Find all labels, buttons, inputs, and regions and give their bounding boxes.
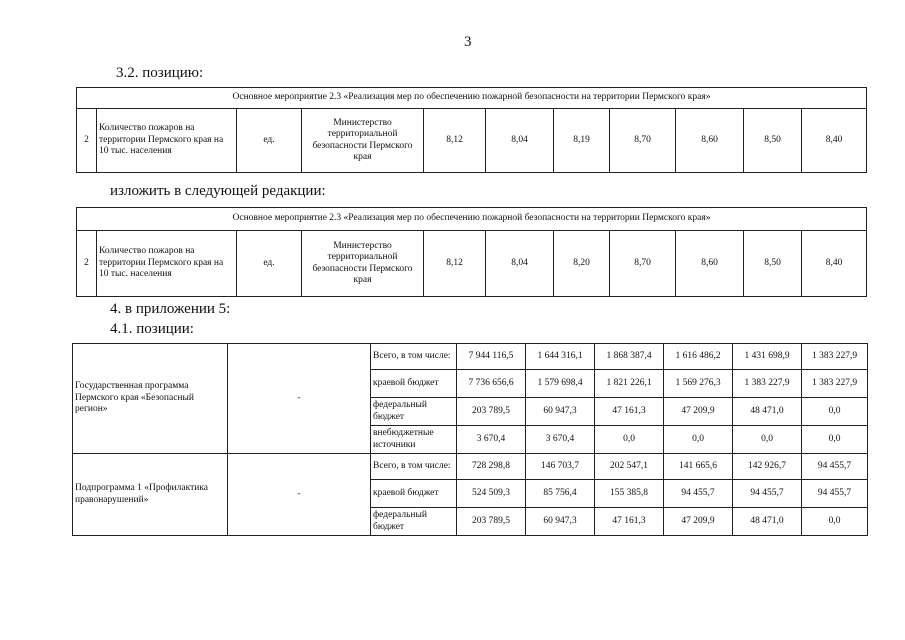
value-cell: 48 471,0 [733, 508, 802, 536]
section-3-2-heading: 3.2. позицию: [116, 65, 204, 81]
value-cell: 3 670,4 [457, 426, 526, 454]
value-cell: 1 383 227,9 [733, 370, 802, 398]
value-cell: 7 944 116,5 [457, 344, 526, 370]
value-cell: 7 736 656,6 [457, 370, 526, 398]
value-cell: 8,60 [676, 231, 744, 297]
table-row [77, 231, 867, 297]
source-label: краевой бюджет [371, 370, 457, 398]
value-cell: 94 455,7 [733, 480, 802, 508]
value-cell: 47 209,9 [664, 508, 733, 536]
value-cell: 146 703,7 [526, 454, 595, 480]
subprogram-name: Подпрограмма 1 «Профилактика правонарушений» [73, 454, 228, 536]
value-cell: 8,60 [676, 109, 744, 173]
value-cell: 47 209,9 [664, 398, 733, 426]
source-label: федеральный бюджет [371, 508, 457, 536]
value-cell: 8,12 [424, 109, 486, 173]
responsible: Министерство территориальной безопасности Пермского края [302, 109, 424, 173]
program-name: Государственная программа Пермского края «Безопасный регион» [73, 344, 228, 454]
table2-header: Основное мероприятие 2.3 «Реализация мер по обеспечению пожарной безопасности на территории Пермского края» [77, 208, 867, 231]
source-label: федеральный бюджет [371, 398, 457, 426]
value-cell: 155 385,8 [595, 480, 664, 508]
value-cell: 1 383 227,9 [802, 344, 868, 370]
value-cell: 3 670,4 [526, 426, 595, 454]
table-financing [72, 343, 868, 536]
program-dash: - [228, 344, 371, 454]
value-cell: 0,0 [802, 426, 868, 454]
table-position-old [76, 87, 867, 173]
value-cell: 8,70 [610, 231, 676, 297]
table-row [73, 344, 868, 370]
table-row [77, 109, 867, 173]
table1-header: Основное мероприятие 2.3 «Реализация мер по обеспечению пожарной безопасности на территории Пермского края» [77, 88, 867, 109]
value-cell: 1 383 227,9 [802, 370, 868, 398]
source-label: внебюджетные источники [371, 426, 457, 454]
row-number: 2 [77, 231, 97, 297]
indicator-name: Количество пожаров на территории Пермского края на 10 тыс. населения [97, 109, 237, 173]
value-cell: 60 947,3 [526, 398, 595, 426]
value-cell: 8,19 [554, 109, 610, 173]
value-cell: 142 926,7 [733, 454, 802, 480]
value-cell: 8,12 [424, 231, 486, 297]
page-number: 3 [464, 34, 472, 50]
value-cell: 728 298,8 [457, 454, 526, 480]
value-cell: 0,0 [664, 426, 733, 454]
value-cell: 47 161,3 [595, 508, 664, 536]
value-cell: 94 455,7 [802, 480, 868, 508]
section-4-1-heading: 4.1. позиции: [110, 321, 194, 337]
value-cell: 8,50 [744, 109, 802, 173]
unit: ед. [237, 109, 302, 173]
value-cell: 8,40 [802, 109, 867, 173]
value-cell: 94 455,7 [802, 454, 868, 480]
table-position-new [76, 207, 867, 297]
value-cell: 8,70 [610, 109, 676, 173]
value-cell: 48 471,0 [733, 398, 802, 426]
value-cell: 94 455,7 [664, 480, 733, 508]
value-cell: 8,04 [486, 109, 554, 173]
value-cell: 1 821 226,1 [595, 370, 664, 398]
responsible: Министерство территориальной безопасности Пермского края [302, 231, 424, 297]
indicator-name: Количество пожаров на территории Пермского края на 10 тыс. населения [97, 231, 237, 297]
value-cell: 1 868 387,4 [595, 344, 664, 370]
subprogram-dash: - [228, 454, 371, 536]
value-cell: 8,50 [744, 231, 802, 297]
value-cell: 1 644 316,1 [526, 344, 595, 370]
value-cell: 0,0 [595, 426, 664, 454]
value-cell: 8,20 [554, 231, 610, 297]
value-cell: 0,0 [802, 398, 868, 426]
value-cell: 203 789,5 [457, 398, 526, 426]
value-cell: 1 431 698,9 [733, 344, 802, 370]
value-cell: 1 569 276,3 [664, 370, 733, 398]
value-cell: 0,0 [802, 508, 868, 536]
edition-text: изложить в следующей редакции: [110, 183, 326, 199]
unit: ед. [237, 231, 302, 297]
value-cell: 1 579 698,4 [526, 370, 595, 398]
row-number: 2 [77, 109, 97, 173]
value-cell: 85 756,4 [526, 480, 595, 508]
table-row [73, 454, 868, 480]
value-cell: 60 947,3 [526, 508, 595, 536]
value-cell: 524 509,3 [457, 480, 526, 508]
value-cell: 8,40 [802, 231, 867, 297]
value-cell: 141 665,6 [664, 454, 733, 480]
value-cell: 203 789,5 [457, 508, 526, 536]
source-label: Всего, в том числе: [371, 344, 457, 370]
value-cell: 0,0 [733, 426, 802, 454]
source-label: Всего, в том числе: [371, 454, 457, 480]
value-cell: 47 161,3 [595, 398, 664, 426]
value-cell: 1 616 486,2 [664, 344, 733, 370]
value-cell: 202 547,1 [595, 454, 664, 480]
value-cell: 8,04 [486, 231, 554, 297]
source-label: краевой бюджет [371, 480, 457, 508]
section-4-heading: 4. в приложении 5: [110, 301, 231, 317]
